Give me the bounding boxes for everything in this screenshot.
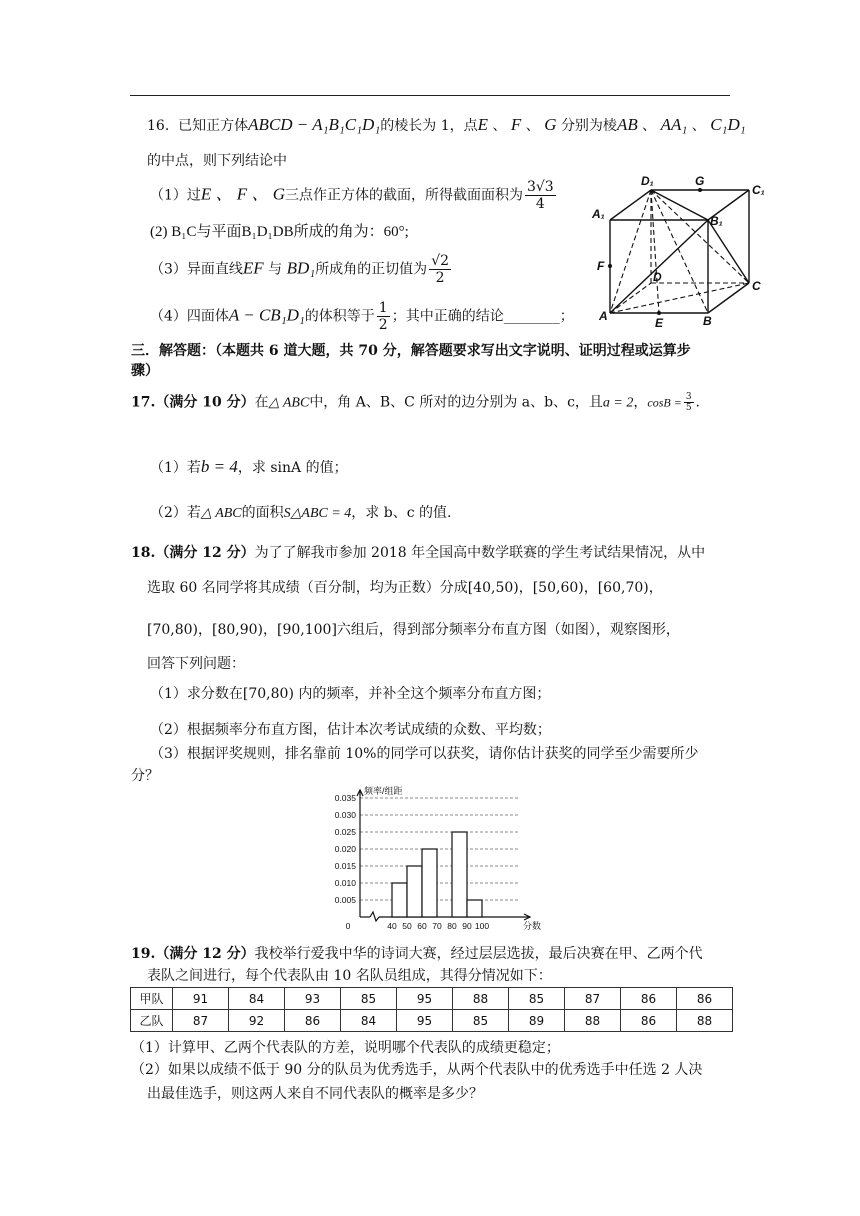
header-rule <box>130 95 730 96</box>
y-tick-label: 0.035 <box>334 793 356 803</box>
histogram-bar <box>422 849 437 917</box>
histogram-bar <box>452 832 467 917</box>
score-cell: 92 <box>229 1010 285 1032</box>
q19-part2-line2: 出最佳选手，则这两人来自不同代表队的概率是多少？ <box>147 1086 483 1102</box>
score-cell: 86 <box>285 1010 341 1032</box>
score-cell: 87 <box>173 1010 229 1032</box>
y-tick-label: 0.025 <box>334 827 356 837</box>
score-cell: 88 <box>565 1010 621 1032</box>
score-cell: 95 <box>397 1010 453 1032</box>
q18-part3-line2: 分？ <box>131 768 159 784</box>
label-F: F <box>597 259 605 273</box>
x-tick-label: 60 <box>417 921 427 931</box>
q16-conclusion-3: （3）异面直线EF 与 BD₁所成角的正切值为 $\frac{√2}{2}$ <box>150 253 450 286</box>
q18-part3-line1: （3）根据评奖规则，排名靠前 10%的同学可以获奖，请你估计获奖的同学至少需要所少 <box>150 746 699 762</box>
q18-stem-line1: 18.（满分 12 分）为了了解我市参加 2018 年全国高中数学联赛的学生考试结果情况，从中 <box>131 545 706 561</box>
score-cell: 88 <box>453 988 509 1010</box>
score-cell: 95 <box>397 988 453 1010</box>
x-axis-label: 分数 <box>523 921 542 931</box>
axis-break <box>370 912 379 921</box>
table-row <box>131 988 733 1010</box>
table-row <box>131 1010 733 1032</box>
q18-stem-line3: [70,80)，[80,90)，[90,100]六组后，得到部分频率分布直方图（如图），观察图形， <box>147 622 680 638</box>
score-cell: 84 <box>341 1010 397 1032</box>
y-tick-label: 0.030 <box>334 810 356 820</box>
q16-conclusion-1: （1）过E 、 F 、 G三点作正方体的截面，所得截面面积为 $\frac{3√3}{4}$ <box>150 179 554 212</box>
label-C1: C₁ <box>752 183 765 197</box>
x-tick-label: 0 <box>345 921 351 931</box>
label-A1: A₁ <box>592 207 605 221</box>
score-cell: 88 <box>677 1010 733 1032</box>
score-cell: 85 <box>341 988 397 1010</box>
label-B1: B₁ <box>710 214 723 228</box>
histogram-bar <box>407 866 422 917</box>
histogram-bar <box>467 900 482 917</box>
q17-part2: （2）若△ ABC的面积S△ABC = 4，求 b、c 的值. <box>150 505 452 521</box>
q19-stem-line1: 19.（满分 12 分）我校举行爱我中华的诗词大赛，经过层层选拔，最后决赛在甲、乙两个代 <box>131 946 703 962</box>
q16-line2: 的中点，则下列结论中 <box>147 153 287 169</box>
score-cell: 89 <box>509 1010 565 1032</box>
label-G: G <box>695 174 705 188</box>
score-cell: 85 <box>509 988 565 1010</box>
section3-heading-line2: 骤） <box>131 363 159 379</box>
label-D1: D₁ <box>641 174 654 188</box>
y-tick-label: 0.005 <box>334 895 356 905</box>
score-cell: 93 <box>285 988 341 1010</box>
q16-line1: 16. 已知正方体ABCD − A₁B₁C₁D₁的棱长为 1，点E 、 F 、 G 分别为棱AB 、 AA₁ 、 C₁D₁ <box>147 115 746 134</box>
frequency-histogram <box>318 778 543 943</box>
q18-stem-line2: 选取 60 名同学将其成绩（百分制，均为正数）分成[40,50)，[50,60)，[60,70)， <box>147 580 663 596</box>
x-tick-label: 80 <box>447 921 457 931</box>
q17-stem: 17.（满分 10 分）在△ ABC中，角 A、B、C 所对的边分别为 a、b、c，且a = 2，cosB = $\frac{3}{5}$ . <box>131 392 700 413</box>
x-tick-label: 50 <box>402 921 412 931</box>
y-tick-label: 0.010 <box>334 878 356 888</box>
score-cell: 86 <box>621 1010 677 1032</box>
histogram-bar <box>392 883 407 917</box>
y-tick-label: 0.020 <box>334 844 356 854</box>
score-cell: 85 <box>453 1010 509 1032</box>
section3-heading-line1: 三．解答题：（本题共 6 道大题，共 70 分，解答题要求写出文字说明、证明过程或运算步 <box>131 343 691 359</box>
q18-part1: （1）求分数在[70,80) 内的频率，并补全这个频率分布直方图； <box>150 686 551 702</box>
label-C: C <box>752 279 761 293</box>
team-label: 甲队 <box>131 988 173 1010</box>
q16-conclusion-4: （4）四面体A − CB₁D₁的体积等于 $\frac{1}{2}$ ；其中正确的结论________； <box>150 300 574 333</box>
scores-table <box>130 987 733 1032</box>
x-tick-label: 70 <box>432 921 442 931</box>
y-axis-label: 频率/组距 <box>364 786 403 796</box>
label-A: A <box>599 309 608 323</box>
label-B: B <box>703 314 712 328</box>
score-cell: 91 <box>173 988 229 1010</box>
x-tick-label: 40 <box>387 921 397 931</box>
q19-part1: （1）计算甲、乙两个代表队的方差，说明哪个代表队的成绩更稳定； <box>131 1040 560 1056</box>
q19-stem-line2: 表队之间进行，每个代表队由 10 名队员组成，其得分情况如下： <box>147 968 552 984</box>
q18-stem-line4: 回答下列问题： <box>147 656 245 672</box>
y-tick-label: 0.015 <box>334 861 356 871</box>
score-cell: 86 <box>621 988 677 1010</box>
score-cell: 87 <box>565 988 621 1010</box>
score-cell: 84 <box>229 988 285 1010</box>
q18-part2: （2）根据频率分布直方图，估计本次考试成绩的众数、平均数； <box>150 722 551 738</box>
label-E: E <box>655 316 664 330</box>
team-label: 乙队 <box>131 1010 173 1032</box>
label-D: D <box>653 270 662 284</box>
score-cell: 86 <box>677 988 733 1010</box>
q19-part2-line1: （2）如果以成绩不低于 90 分的队员为优秀选手，从两个代表队中的优秀选手中任选 2 人决 <box>131 1062 703 1078</box>
q17-part1: （1）若b = 4，求 sinA 的值； <box>150 457 348 476</box>
q16-conclusion-2: (2) B₁C与平面B₁D₁DB所成的角为：60°; <box>150 224 409 240</box>
x-tick-label: 100 <box>474 921 490 931</box>
x-tick-label: 90 <box>462 921 472 931</box>
cube-figure <box>585 170 770 330</box>
